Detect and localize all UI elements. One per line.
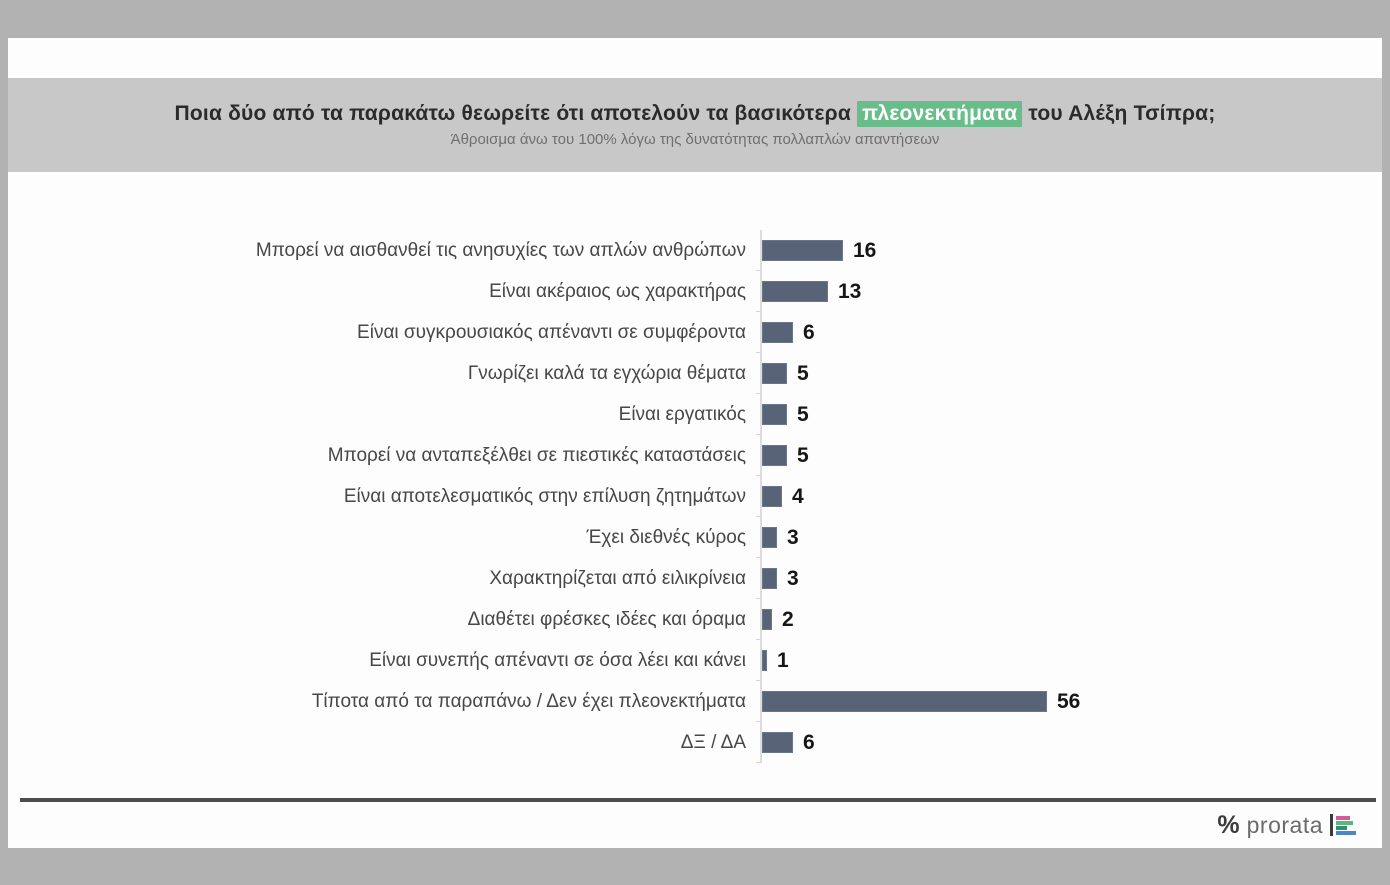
prorata-logo (1217, 811, 1356, 840)
chart-row (8, 599, 1382, 640)
category-label: Είναι ακέραιος ως χαρακτήρας (489, 280, 746, 302)
bar-cell (760, 271, 1382, 312)
bar (762, 650, 767, 671)
value-label: 16 (853, 238, 877, 262)
bar (762, 527, 777, 548)
question-title-before: Ποια δύο από τα παρακάτω θεωρείτε ότι αποτελούν τα βασικότερα (174, 102, 857, 125)
bar-cell (760, 353, 1382, 394)
prorata-logo-text: prorata (1246, 811, 1323, 838)
bar-cell (760, 230, 1382, 271)
value-label: 5 (797, 361, 809, 385)
bar (762, 445, 787, 466)
category-label: Είναι συνεπής απέναντι σε όσα λέει και κάνει (369, 649, 746, 671)
bar-cell (760, 640, 1382, 681)
value-label: 5 (797, 402, 809, 426)
chart-row (8, 312, 1382, 353)
category-label: Τίποτα από τα παραπάνω / Δεν έχει πλεονεκτήματα (311, 690, 746, 712)
chart-row (8, 517, 1382, 558)
chart-row (8, 230, 1382, 271)
bar-cell (760, 394, 1382, 435)
value-label: 6 (803, 730, 815, 754)
bar-cell (760, 517, 1382, 558)
value-label: 13 (838, 279, 862, 303)
question-title (175, 102, 1216, 126)
bar-cell (760, 312, 1382, 353)
chart-row (8, 681, 1382, 722)
value-label: 3 (787, 525, 799, 549)
bar-cell (760, 476, 1382, 517)
bar (762, 486, 782, 507)
bar-cell (760, 599, 1382, 640)
bar-cell (760, 722, 1382, 763)
category-label: Διαθέτει φρέσκες ιδέες και όραμα (467, 608, 746, 630)
percent-icon: % (1217, 810, 1240, 839)
bar (762, 568, 777, 589)
bar (762, 322, 793, 343)
chart-card (8, 38, 1382, 848)
chart-row (8, 394, 1382, 435)
bar-chart-icon (1330, 814, 1356, 836)
bar (762, 609, 772, 630)
chart-row (8, 435, 1382, 476)
category-label: Χαρακτηρίζεται από ειλικρίνεια (489, 567, 746, 589)
value-label: 2 (782, 607, 794, 631)
category-label: Είναι συγκρουσιακός απέναντι σε συμφέροντα (357, 321, 746, 343)
bar (762, 240, 843, 261)
value-label: 6 (803, 320, 815, 344)
value-label: 1 (777, 648, 789, 672)
bar (762, 363, 787, 384)
chart-row (8, 558, 1382, 599)
bar-cell (760, 558, 1382, 599)
category-label: Είναι εργατικός (618, 403, 746, 425)
bar (762, 732, 793, 753)
bar (762, 281, 828, 302)
chart-row (8, 640, 1382, 681)
chart-row (8, 353, 1382, 394)
value-label: 5 (797, 443, 809, 467)
question-header-band (8, 78, 1382, 172)
chart-row (8, 271, 1382, 312)
value-label: 4 (792, 484, 804, 508)
category-label: ΔΞ / ΔΑ (680, 731, 746, 753)
value-label: 56 (1057, 689, 1081, 713)
category-label: Μπορεί να αισθανθεί τις ανησυχίες των απλών ανθρώπων (255, 239, 746, 261)
question-title-highlight: πλεονεκτήματα (857, 101, 1022, 127)
question-title-after: του Αλέξη Τσίπρα; (1022, 102, 1216, 125)
category-label: Γνωρίζει καλά τα εγχώρια θέματα (467, 362, 746, 384)
bar-cell (760, 435, 1382, 476)
bar (762, 691, 1047, 712)
footer (8, 802, 1382, 848)
category-label: Είναι αποτελεσματικός στην επίλυση ζητημάτων (343, 485, 746, 507)
question-subtitle: Άθροισμα άνω του 100% λόγω της δυνατότητας πολλαπλών απαντήσεων (450, 131, 940, 148)
value-label: 3 (787, 566, 799, 590)
chart-row (8, 476, 1382, 517)
bar-chart (8, 230, 1382, 763)
bar (762, 404, 787, 425)
category-label: Έχει διεθνές κύρος (586, 526, 746, 548)
category-label: Μπορεί να ανταπεξέλθει σε πιεστικές καταστάσεις (327, 444, 746, 466)
chart-row (8, 722, 1382, 763)
bar-cell (760, 681, 1382, 722)
